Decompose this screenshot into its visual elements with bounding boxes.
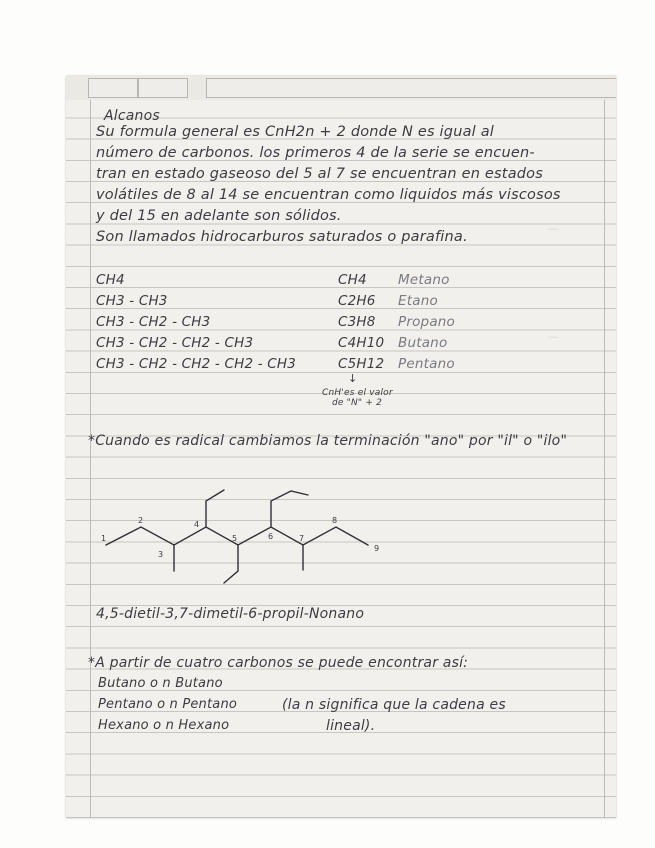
carbon-number: 1	[101, 534, 107, 543]
alkane-name: Etano	[398, 293, 438, 309]
skeletal-structure-diagram	[96, 475, 416, 595]
carbon-number: 7	[299, 534, 305, 543]
carbon-number: 3	[158, 550, 164, 559]
carbon-number: 2	[138, 516, 144, 525]
page-title: Alcanos	[104, 108, 160, 124]
compound-name: 4,5-dietil-3,7-dimetil-6-propil-Nonano	[96, 606, 365, 622]
isomer-note-line: (la n significa que la cadena es	[282, 697, 506, 713]
intro-line: tran en estado gaseoso del 5 al 7 se encuentran en estados	[96, 166, 544, 182]
carbon-number: 5	[232, 534, 238, 543]
formula-note-line: de "N" + 2	[331, 398, 383, 408]
ethyl-branch-c5	[224, 545, 238, 583]
header-box	[138, 78, 188, 98]
isomer-name: Hexano o n Hexano	[98, 718, 230, 733]
propyl-branch-c6	[271, 491, 308, 527]
carbon-number: 6	[268, 532, 274, 541]
intro-line: Su formula general es CnH2n + 2 donde N es igual al	[96, 124, 495, 140]
ethyl-branch-c4	[206, 490, 224, 527]
margin-line	[604, 100, 605, 818]
intro-line: y del 15 en adelante son sólidos.	[96, 208, 342, 224]
intro-line: número de carbonos. los primeros 4 de la serie se encuen-	[96, 145, 535, 161]
alkane-name: Butano	[398, 335, 448, 351]
structural-formula: CH3 - CH2 - CH2 - CH3	[96, 335, 254, 351]
structural-formula: CH3 - CH2 - CH3	[96, 314, 211, 330]
molecular-formula: C4H10	[338, 335, 385, 351]
carbon-number: 4	[194, 520, 200, 529]
header-box	[88, 78, 138, 98]
molecular-formula: C2H6	[338, 293, 376, 309]
isomer-note-line: lineal).	[326, 718, 376, 734]
molecular-formula: CH4	[338, 272, 367, 288]
alkane-name: Propano	[398, 314, 456, 330]
margin-line	[90, 100, 91, 818]
bleed-through-mark: —	[548, 330, 559, 343]
down-arrow-icon: ↓	[348, 372, 358, 385]
formula-note	[322, 388, 392, 408]
page-header-strip	[66, 76, 616, 100]
carbon-number: 9	[374, 544, 380, 553]
intro-line: Son llamados hidrocarburos saturados o parafina.	[96, 229, 468, 245]
formula-note-line: CnH'es el valor	[322, 388, 393, 398]
alkane-name: Metano	[398, 272, 450, 288]
carbon-number: 8	[332, 516, 338, 525]
bleed-through-mark: —	[548, 222, 559, 235]
radical-rule: *Cuando es radical cambiamos la terminación "ano" por "il" o "ilo"	[88, 433, 568, 449]
header-box	[206, 78, 616, 98]
structural-formula: CH3 - CH3	[96, 293, 168, 309]
four-carbon-rule: *A partir de cuatro carbonos se puede encontrar así:	[88, 655, 469, 671]
isomer-name: Pentano o n Pentano	[98, 697, 238, 712]
structural-formula: CH3 - CH2 - CH2 - CH2 - CH3	[96, 356, 297, 372]
structural-formula: CH4	[96, 272, 125, 288]
alkane-name: Pentano	[398, 356, 455, 372]
isomer-name: Butano o n Butano	[98, 676, 223, 691]
molecular-formula: C5H12	[338, 356, 385, 372]
intro-line: volátiles de 8 al 14 se encuentran como liquidos más viscosos	[96, 187, 561, 203]
molecular-formula: C3H8	[338, 314, 376, 330]
